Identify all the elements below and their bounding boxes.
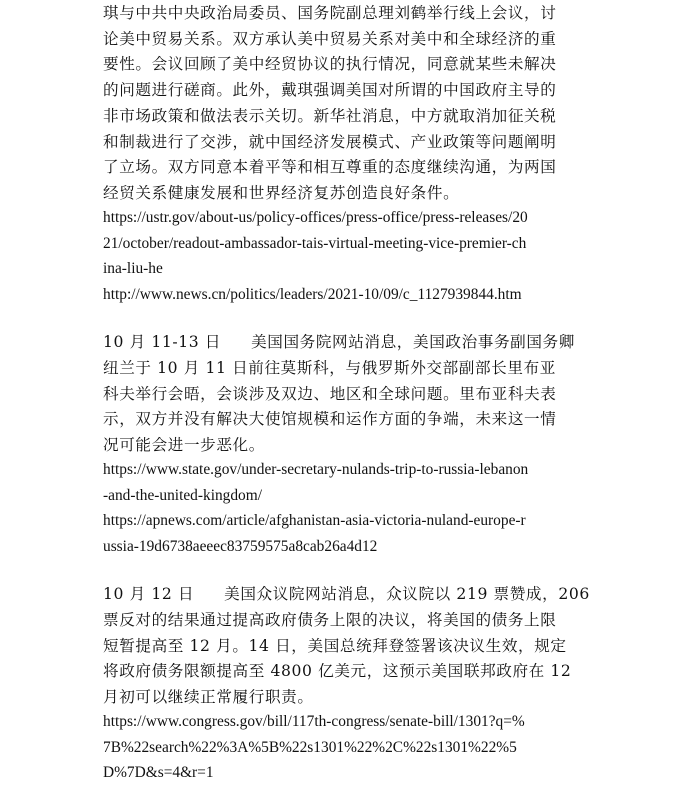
paragraph-line: 美国国务院网站消息，美国政治事务副国务卿 <box>251 333 575 351</box>
source-url[interactable]: https://www.state.gov/under-secretary-nulands-trip-to-russia-lebanon <box>103 461 529 478</box>
source-url[interactable]: https://ustr.gov/about-us/policy-offices/press-office/press-releases/20 <box>103 209 528 226</box>
paragraph-line: 纽兰于 10 月 11 日前往莫斯科，与俄罗斯外交部副部长里布亚 <box>103 359 556 377</box>
source-url[interactable]: http://www.news.cn/politics/leaders/2021-10/09/c_1127939844.htm <box>103 286 522 303</box>
paragraph-line: 和制裁进行了交涉，就中国经济发展模式、产业政策等问题阐明 <box>103 133 557 151</box>
paragraph-line: 票反对的结果通过提高政府债务上限的决议，将美国的债务上限 <box>103 611 557 629</box>
source-url[interactable]: D%7D&s=4&r=1 <box>103 764 214 781</box>
paragraph-line: 况可能会进一步恶化。 <box>103 436 265 454</box>
paragraph-line: 要性。会议回顾了美中经贸协议的执行情况，同意就某些未解决 <box>103 55 557 73</box>
source-url[interactable]: 7B%22search%22%3A%5B%22s1301%22%2C%22s1301%22%5 <box>103 739 517 756</box>
paragraph-line: 将政府债务限额提高至 4800 亿美元，这预示美国联邦政府在 12 <box>103 662 572 680</box>
entry-first-line <box>103 332 575 352</box>
paragraph-line: 月初可以继续正常履行职责。 <box>103 688 314 706</box>
paragraph-line: 非市场政策和做法表示关切。新华社消息，中方就取消加征关税 <box>103 107 557 125</box>
entry-first-line <box>103 584 590 604</box>
paragraph-line: 经贸关系健康发展和世界经济复苏创造良好条件。 <box>103 184 460 202</box>
paragraph-line: 示，双方并没有解决大使馆规模和运作方面的争端，未来这一情 <box>103 410 557 428</box>
paragraph-line: 科夫举行会晤，会谈涉及双边、地区和全球问题。里布亚科夫表 <box>103 385 557 403</box>
entry-date: 10 月 11-13 日 <box>103 333 222 351</box>
source-url[interactable]: ina-liu-he <box>103 260 163 277</box>
paragraph-line: 的问题进行磋商。此外，戴琪强调美国对所谓的中国政府主导的 <box>103 81 557 99</box>
paragraph-line: 琪与中共中央政治局委员、国务院副总理刘鹤举行线上会议，讨 <box>103 4 557 22</box>
paragraph-line: 短暂提高至 12 月。14 日，美国总统拜登签署该决议生效，规定 <box>103 637 567 655</box>
paragraph-line: 了立场。双方同意本着平等和相互尊重的态度继续沟通，为两国 <box>103 158 557 176</box>
source-url[interactable]: ussia-19d6738aeeec83759575a8cab26a4d12 <box>103 538 378 555</box>
paragraph-line: 美国众议院网站消息，众议院以 219 票赞成，206 <box>224 585 590 603</box>
source-url[interactable]: https://apnews.com/article/afghanistan-asia-victoria-nuland-europe-r <box>103 512 526 529</box>
paragraph-line: 论美中贸易关系。双方承认美中贸易关系对美中和全球经济的重 <box>103 30 557 48</box>
source-url[interactable]: 21/october/readout-ambassador-tais-virtual-meeting-vice-premier-ch <box>103 235 527 252</box>
source-url[interactable]: -and-the-united-kingdom/ <box>103 487 262 504</box>
entry-date: 10 月 12 日 <box>103 585 195 603</box>
source-url[interactable]: https://www.congress.gov/bill/117th-congress/senate-bill/1301?q=% <box>103 713 525 730</box>
